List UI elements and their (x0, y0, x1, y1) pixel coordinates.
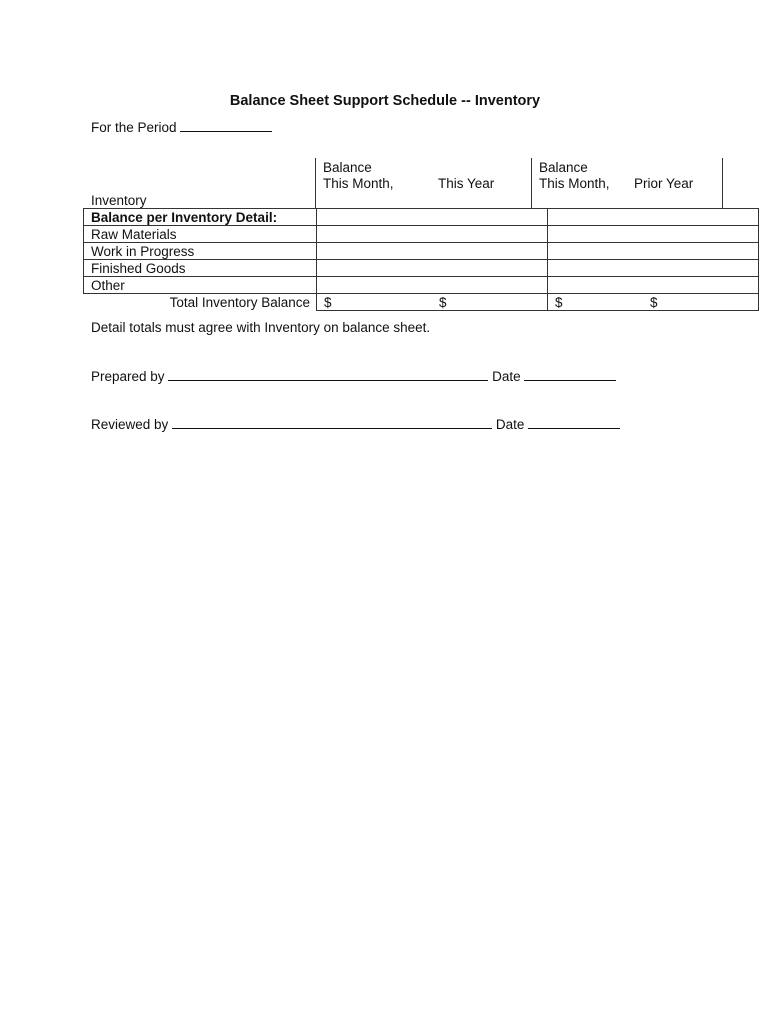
total-this-year[interactable] (317, 294, 548, 311)
currency-symbol: $ (439, 294, 447, 310)
row-label: Balance per Inventory Detail: (84, 209, 317, 226)
table-row (84, 277, 759, 294)
reviewed-by-label: Reviewed by (91, 417, 169, 432)
period-blank[interactable] (180, 119, 272, 132)
cell-this-year[interactable] (317, 260, 548, 277)
cell-this-year[interactable] (317, 243, 548, 260)
prepared-by-line (91, 368, 616, 384)
reviewed-date-label: Date (495, 417, 525, 432)
total-row (84, 294, 759, 311)
cell-this-year[interactable] (317, 277, 548, 294)
table-row (84, 226, 759, 243)
header-this-month-1: This Month, (323, 176, 394, 191)
page-title: Balance Sheet Support Schedule -- Inventory (229, 93, 541, 109)
cell-this-year[interactable] (317, 209, 548, 226)
prepared-date-label: Date (492, 369, 521, 384)
reviewed-by-line (91, 416, 620, 432)
cell-prior-year[interactable] (548, 260, 759, 277)
period-label: For the Period (91, 120, 177, 135)
row-label: Other (84, 277, 317, 294)
prepared-date-blank[interactable] (524, 368, 616, 381)
period-line (91, 119, 272, 135)
row-label: Raw Materials (84, 226, 317, 243)
cell-prior-year[interactable] (548, 277, 759, 294)
header-divider-left (315, 158, 316, 208)
row-label: Work in Progress (84, 243, 317, 260)
header-balance-1: Balance (323, 160, 372, 175)
cell-prior-year[interactable] (548, 243, 759, 260)
table-row (84, 209, 759, 226)
header-balance-2: Balance (539, 160, 588, 175)
header-this-year-label: This Year (438, 176, 495, 191)
currency-symbol: $ (650, 294, 658, 310)
inventory-section-label: Inventory (91, 193, 147, 208)
reviewed-date-blank[interactable] (528, 416, 620, 429)
row-label: Finished Goods (84, 260, 317, 277)
currency-symbol: $ (324, 294, 332, 310)
header-this-month-2: This Month, (539, 176, 610, 191)
agreement-note: Detail totals must agree with Inventory on balance sheet. (91, 320, 431, 335)
header-prior-year (539, 160, 610, 192)
cell-this-year[interactable] (317, 226, 548, 243)
inventory-table (83, 208, 759, 311)
currency-symbol: $ (555, 294, 563, 310)
header-prior-year-label: Prior Year (634, 176, 694, 191)
prepared-by-label: Prepared by (91, 369, 165, 384)
table-row (84, 243, 759, 260)
total-prior-year[interactable] (548, 294, 759, 311)
header-this-year (323, 160, 394, 192)
total-label: Total Inventory Balance (84, 294, 317, 311)
header-divider-right (722, 158, 723, 208)
prepared-by-blank[interactable] (168, 368, 488, 381)
reviewed-by-blank[interactable] (172, 416, 492, 429)
table-row (84, 260, 759, 277)
cell-prior-year[interactable] (548, 209, 759, 226)
header-divider-middle (531, 158, 532, 208)
cell-prior-year[interactable] (548, 226, 759, 243)
